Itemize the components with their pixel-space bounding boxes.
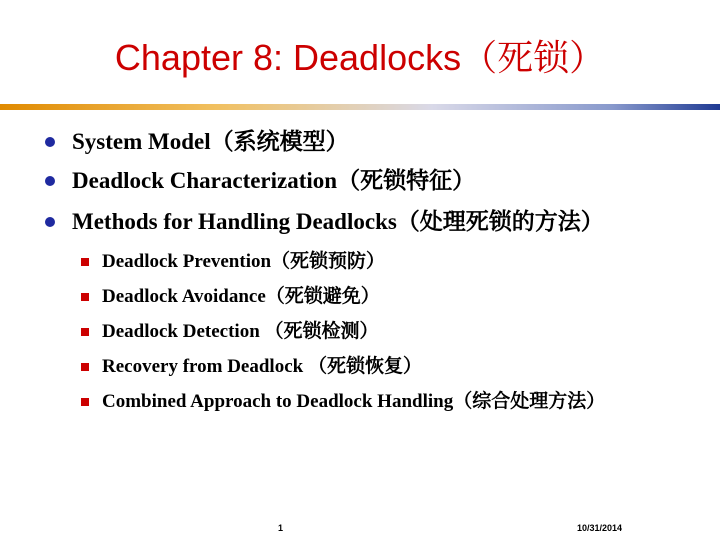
sub-bullet-item xyxy=(0,247,700,277)
sub-bullet-item xyxy=(0,352,700,382)
bullet-item xyxy=(0,206,700,238)
sub-bullet-text: Deadlock Avoidance（死锁避免） xyxy=(102,286,380,307)
sub-bullet-item xyxy=(0,387,700,417)
circle-bullet-icon xyxy=(45,176,55,186)
sub-bullet-item xyxy=(0,282,700,312)
page-number: 1 xyxy=(278,523,284,533)
bullet-text: Methods for Handling Deadlocks（处理死锁的方法） xyxy=(72,209,604,234)
sub-bullet-text: Deadlock Detection （死锁检测） xyxy=(102,321,379,342)
square-bullet-icon xyxy=(81,258,89,266)
bullet-text: System Model（系统模型） xyxy=(72,129,349,154)
title-divider xyxy=(0,104,720,110)
sub-bullet-text: Recovery from Deadlock （死锁恢复） xyxy=(102,356,422,377)
circle-bullet-icon xyxy=(45,137,55,147)
square-bullet-icon xyxy=(81,398,89,406)
bullet-list xyxy=(0,126,700,422)
bullet-item xyxy=(0,165,700,197)
slide-title: Chapter 8: Deadlocks（死锁） xyxy=(114,37,606,78)
sub-bullet-text: Combined Approach to Deadlock Handling（综合处理方法） xyxy=(102,391,606,412)
square-bullet-icon xyxy=(81,363,89,371)
square-bullet-icon xyxy=(81,328,89,336)
sub-bullet-text: Deadlock Prevention（死锁预防） xyxy=(102,251,386,272)
sub-bullet-item xyxy=(0,317,700,347)
square-bullet-icon xyxy=(81,293,89,301)
circle-bullet-icon xyxy=(45,217,55,227)
bullet-text: Deadlock Characterization（死锁特征） xyxy=(72,168,476,193)
footer-date: 10/31/2014 xyxy=(577,523,623,533)
bullet-item xyxy=(0,126,700,158)
